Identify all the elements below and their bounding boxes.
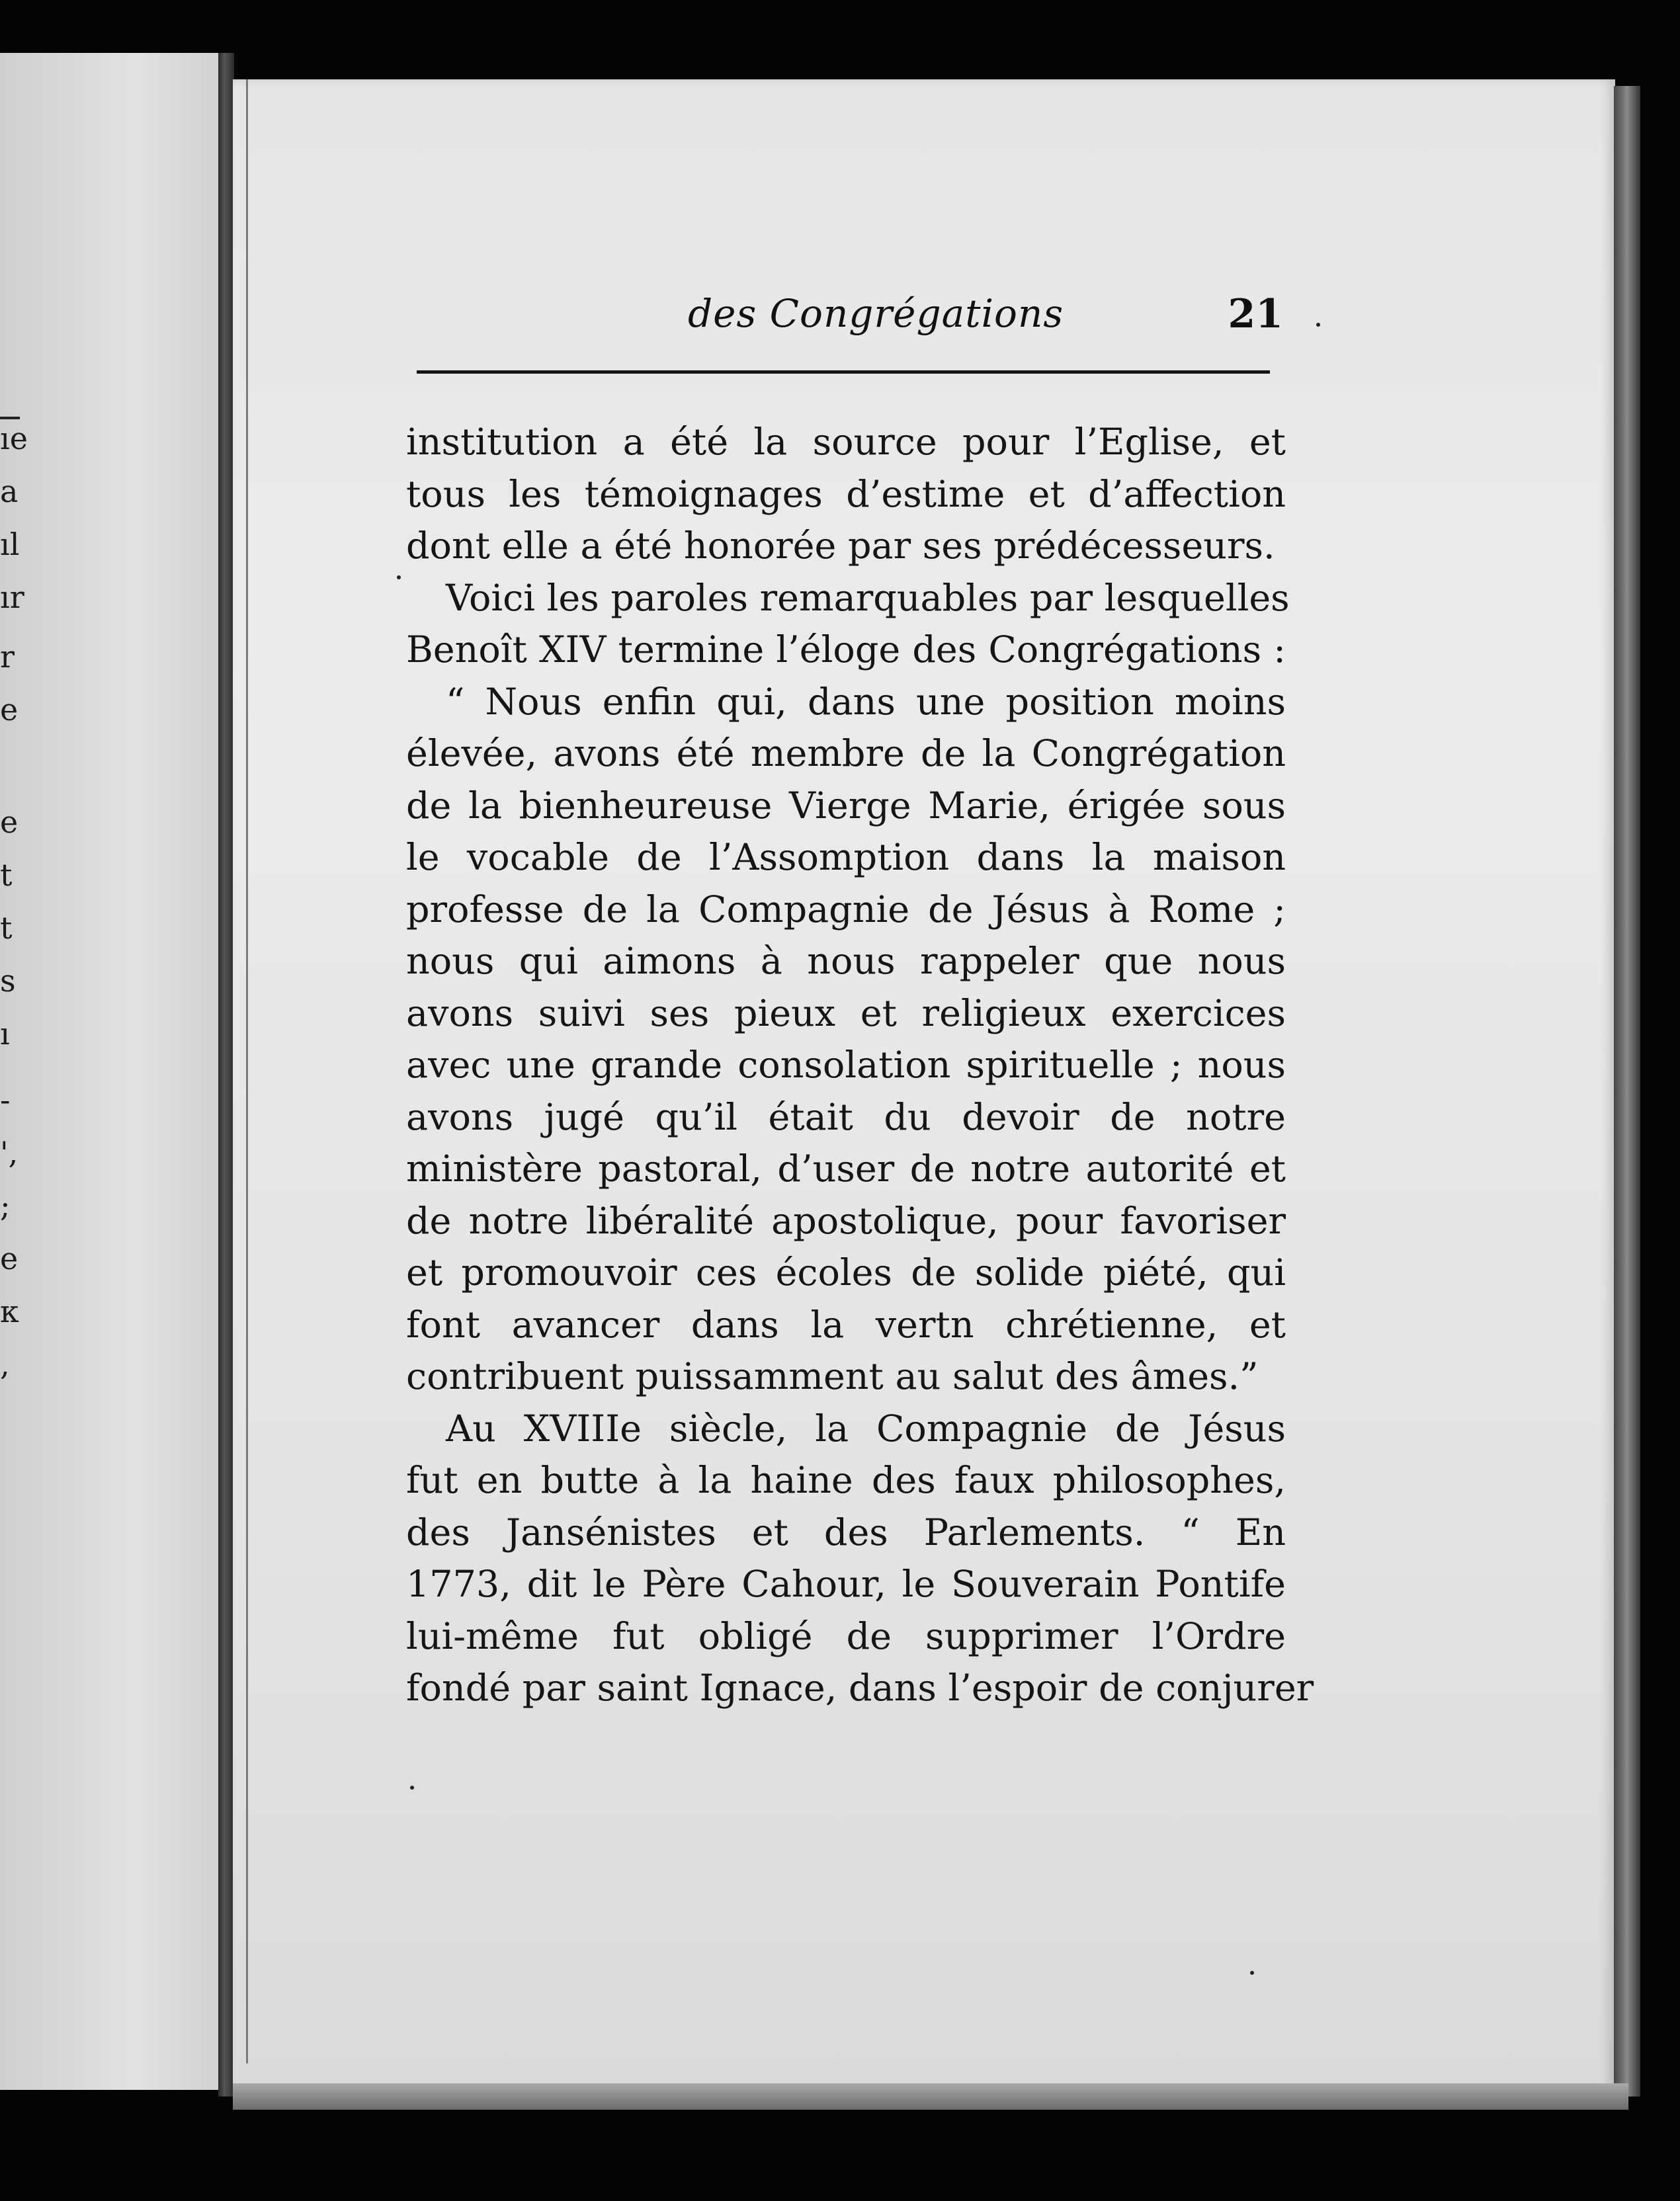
previous-page-fragment: ı	[0, 1016, 10, 1052]
text-line: institution a été la source pour l’Eglise, et	[406, 421, 1286, 464]
previous-page-fragment: -	[0, 1082, 11, 1118]
text-line: élevée, avons été membre de la Congrégation	[406, 732, 1286, 775]
text-line: tous les témoignages d’estime et d’affection	[406, 472, 1286, 516]
previous-page-fragment: ıl	[0, 526, 20, 562]
previous-page-fragment: ;	[0, 1188, 11, 1224]
book-gutter	[218, 53, 234, 2097]
ink-speck	[1250, 1971, 1254, 1975]
text-line: fondé par saint Ignace, dans l’espoir de conjurer	[406, 1667, 1314, 1710]
text-line: ministère pastoral, d’user de notre autorité et	[406, 1147, 1286, 1190]
page-stack-edge	[1614, 86, 1640, 2097]
previous-page-fragment: t	[0, 857, 13, 893]
text-line: Au XVIIIe siècle, la Compagnie de Jésus	[446, 1407, 1286, 1450]
text-line: professe de la Compagnie de Jésus à Rome ;	[406, 888, 1286, 931]
text-line: 1773, dit le Père Cahour, le Souverain Pontife	[406, 1563, 1286, 1606]
text-line: font avancer dans la vertn chrétienne, et	[406, 1303, 1286, 1347]
header-rule	[417, 370, 1270, 374]
ink-speck	[410, 1786, 414, 1790]
left-page-rule	[0, 417, 20, 419]
ink-speck	[1316, 323, 1320, 327]
text-line: contribuent puissamment au salut des âmes.”	[406, 1355, 1259, 1398]
running-head: des Congrégations	[688, 291, 1064, 336]
ink-speck	[397, 575, 401, 579]
text-line: avec une grande consolation spirituelle ; nous	[406, 1044, 1286, 1087]
page-number: 21	[1228, 291, 1283, 337]
text-line: de la bienheureuse Vierge Marie, érigée sous	[406, 784, 1286, 827]
previous-page-fragment: ,	[0, 1347, 10, 1382]
text-line: “ Nous enfin qui, dans une position moins	[446, 680, 1286, 724]
quotation	[406, 677, 1286, 1403]
previous-page-fragment: e	[0, 692, 19, 727]
page-bottom-edge	[233, 2083, 1628, 2110]
previous-page-fragment: ıe	[0, 421, 28, 456]
previous-page-fragment: t	[0, 910, 13, 946]
text-line: des Jansénistes et des Parlements. “ En	[406, 1511, 1286, 1554]
previous-page-fragment: a	[0, 474, 19, 509]
binding-crease	[246, 79, 248, 2063]
previous-page-fragment: ',	[0, 1135, 19, 1171]
previous-page-fragment: κ	[0, 1294, 19, 1329]
previous-page-fragment: s	[0, 963, 16, 999]
text-line: avons suivi ses pieux et religieux exercices	[406, 991, 1286, 1035]
previous-page-fragment: r	[0, 639, 15, 675]
text-line: le vocable de l’Assomption dans la maison	[406, 836, 1286, 879]
text-line: avons jugé qu’il était du devoir de notre	[406, 1095, 1286, 1139]
page-body	[406, 417, 1314, 1715]
text-line: nous qui aimons à nous rappeler que nous	[406, 940, 1286, 983]
text-line: de notre libéralité apostolique, pour favoriser	[406, 1199, 1286, 1243]
text-line: Benoît XIV termine l’éloge des Congrégations :	[406, 628, 1286, 671]
previous-page-fragment: e	[0, 1241, 19, 1276]
text-line: fut en butte à la haine des faux philosophes,	[406, 1459, 1286, 1502]
previous-page-fragment: e	[0, 804, 19, 840]
paragraph-continuation	[406, 417, 1286, 573]
text-line: et promouvoir ces écoles de solide piété, qui	[406, 1251, 1286, 1294]
paragraph-eighteenth-century	[406, 1403, 1314, 1715]
page-header	[423, 291, 1310, 344]
previous-page-strip	[0, 53, 225, 2090]
text-line: dont elle a été honorée par ses prédécesseurs.	[406, 524, 1275, 567]
paragraph-intro-quote	[406, 573, 1290, 677]
previous-page-fragment: ır	[0, 579, 24, 615]
text-line: lui-même fut obligé de supprimer l’Ordre	[406, 1614, 1286, 1658]
text-line: Voici les paroles remarquables par lesquelles	[446, 576, 1290, 620]
